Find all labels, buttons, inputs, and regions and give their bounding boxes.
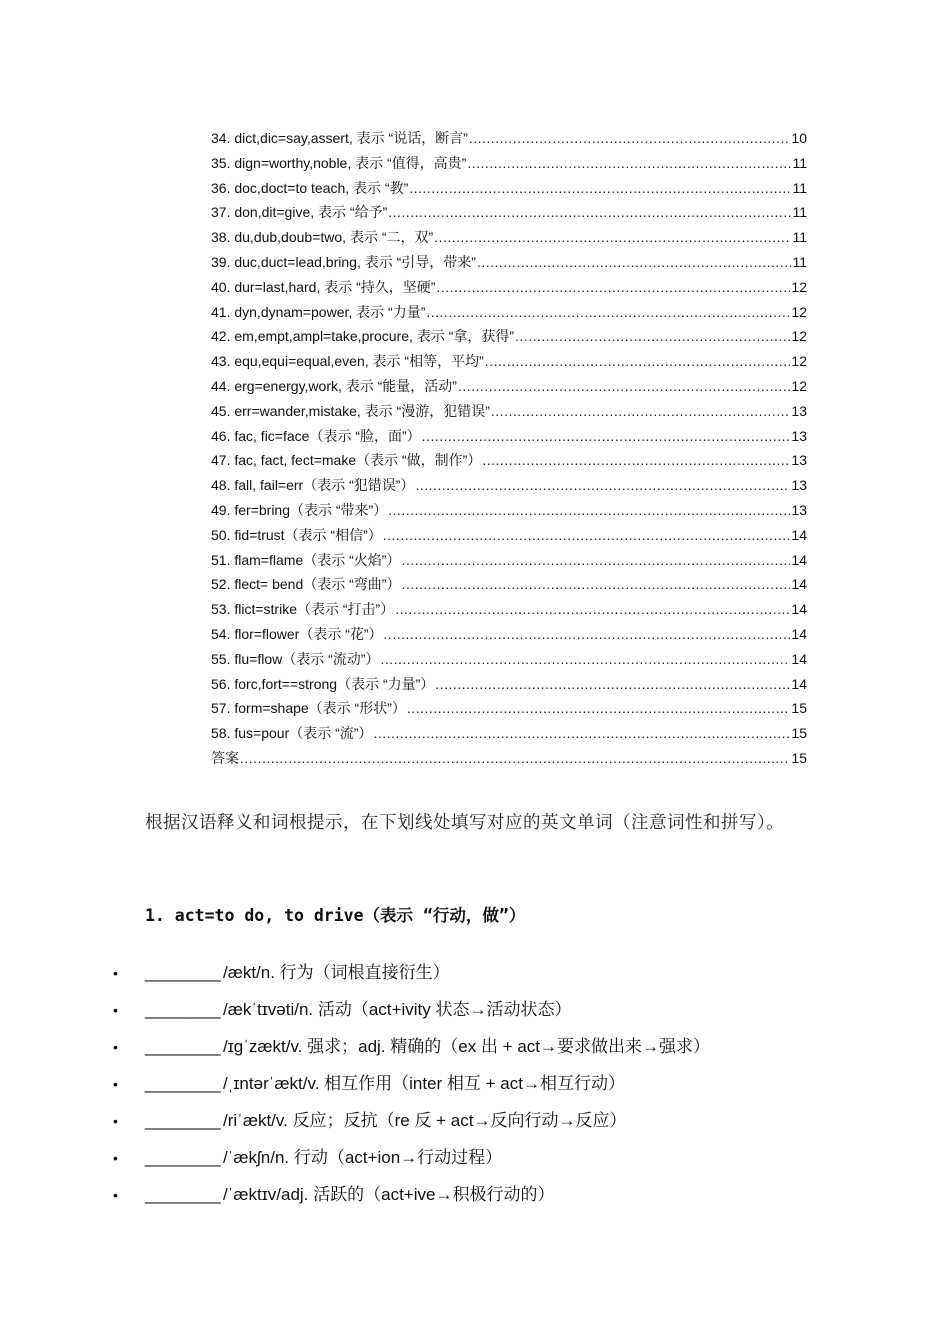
toc-entry-title: 50. fid=trust（表示 “相信”）: [211, 526, 382, 543]
list-item: [113, 1105, 873, 1142]
list-item: [113, 994, 873, 1031]
toc-leader-dots: [482, 448, 790, 473]
toc-entry-page: 14: [791, 650, 807, 667]
toc-entry-title: 49. fer=bring（表示 “带来”）: [211, 501, 388, 518]
toc-leader-dots: [401, 548, 790, 573]
toc-entry-title: 51. flam=flame（表示 “火焰”）: [211, 551, 401, 568]
toc-entry-title: 41. dyn,dynam=power, 表示 “力量”: [211, 303, 426, 320]
toc-leader-dots: [240, 746, 790, 771]
answer-blank[interactable]: ________: [145, 1037, 221, 1056]
toc-leader-dots: [373, 721, 790, 746]
toc-entry-page: 14: [791, 526, 807, 543]
toc-entry-page: 12: [791, 328, 807, 345]
toc-entry-title: 34. dict,dic=say,assert, 表示 “说话，断言”: [211, 130, 468, 146]
toc-leader-dots: [426, 300, 790, 325]
toc-leader-dots: [401, 572, 790, 597]
bullet-icon: •: [113, 1113, 118, 1129]
toc-entry[interactable]: [211, 200, 807, 225]
list-item: [113, 1031, 873, 1068]
toc-leader-dots: [434, 225, 791, 250]
toc-leader-dots: [485, 349, 791, 374]
toc-leader-dots: [407, 696, 791, 721]
answer-blank[interactable]: ________: [145, 963, 221, 982]
answer-blank[interactable]: ________: [145, 1000, 221, 1019]
toc-leader-dots: [491, 399, 791, 424]
toc-entry-title: 45. err=wander,mistake, 表示 “漫游，犯错误”: [211, 402, 490, 419]
list-item: [113, 1179, 873, 1216]
item-definition: /ˈæktɪv/adj. 活跃的（act+ive→积极行动的）: [223, 1185, 555, 1204]
toc-entry-page: 13: [791, 477, 807, 494]
toc-entry-title: 42. em,empt,ampl=take,procure, 表示 “拿，获得”: [211, 328, 515, 345]
toc-entry-page: 13: [791, 402, 807, 419]
toc-entry[interactable]: [211, 448, 807, 473]
toc-entry-title: 55. flu=flow（表示 “流动”）: [211, 650, 380, 667]
toc-leader-dots: [409, 176, 791, 201]
toc-leader-dots: [469, 126, 791, 151]
toc-entry[interactable]: [211, 250, 807, 275]
toc-entry-page: 11: [792, 154, 807, 171]
toc-entry-title: 39. duc,duct=lead,bring, 表示 “引导，带来”: [211, 253, 476, 270]
toc-leader-dots: [435, 672, 790, 697]
toc-entry[interactable]: [211, 126, 807, 151]
toc-entry[interactable]: [211, 647, 807, 672]
toc-leader-dots: [422, 424, 791, 449]
bullet-icon: •: [113, 965, 118, 981]
toc-entry-page: 15: [791, 725, 807, 742]
toc-entry[interactable]: [211, 572, 807, 597]
toc-entry[interactable]: [211, 349, 807, 374]
bullet-icon: •: [113, 1150, 118, 1166]
toc-entry-title: 54. flor=flower（表示 “花”）: [211, 625, 383, 642]
section-heading: 1. act=to do, to drive（表示 “行动，做”）: [145, 906, 526, 925]
toc-entry-title: 46. fac, fic=face（表示 “脸，面”）: [211, 427, 421, 444]
toc-leader-dots: [467, 151, 791, 176]
toc-entry-title: 答案: [211, 749, 239, 766]
toc-leader-dots: [415, 473, 790, 498]
bullet-icon: •: [113, 1002, 118, 1018]
toc-leader-dots: [515, 324, 790, 349]
list-item: [113, 1142, 873, 1179]
toc-entry-page: 13: [791, 452, 807, 469]
bullet-icon: •: [113, 1039, 118, 1055]
toc-entry-title: 36. doc,doct=to teach, 表示 “教”: [211, 179, 409, 196]
toc-entry-page: 14: [791, 601, 807, 618]
toc-entry-page: 14: [791, 576, 807, 593]
toc-entry-answers[interactable]: [211, 746, 807, 771]
toc-entry-title: 40. dur=last,hard, 表示 “持久，坚硬”: [211, 278, 436, 295]
toc-entry-title: 53. flict=strike（表示 “打击”）: [211, 601, 395, 618]
toc-leader-dots: [477, 250, 792, 275]
toc-entry[interactable]: [211, 523, 807, 548]
vocabulary-list: [113, 957, 873, 1216]
toc-entry-page: 12: [791, 303, 807, 320]
toc-entry[interactable]: [211, 548, 807, 573]
toc-leader-dots: [384, 622, 791, 647]
toc-entry-page: 13: [791, 501, 807, 518]
toc-entry-page: 11: [792, 179, 807, 196]
item-definition: /riˈækt/v. 反应；反抗（re 反 + act→反向行动→反应）: [223, 1111, 627, 1130]
toc-entry-title: 56. forc,fort==strong（表示 “力量”）: [211, 675, 435, 692]
toc-entry-page: 15: [791, 749, 807, 766]
toc-entry-title: 48. fall, fail=err（表示 “犯错误”）: [211, 477, 415, 494]
toc-entry[interactable]: [211, 399, 807, 424]
toc-entry-title: 57. form=shape（表示 “形状”）: [211, 700, 406, 717]
item-definition: /ækˈtɪvəti/n. 活动（act+ivity 状态→活动状态）: [223, 1000, 572, 1019]
toc-leader-dots: [388, 200, 791, 225]
bullet-icon: •: [113, 1076, 118, 1092]
list-item: [113, 957, 873, 994]
toc-entry-title: 58. fus=pour（表示 “流”）: [211, 725, 373, 742]
toc-entry[interactable]: [211, 672, 807, 697]
toc-entry[interactable]: [211, 473, 807, 498]
item-definition: /ˈækʃn/n. 行动（act+ion→行动过程）: [223, 1148, 503, 1167]
item-definition: /ˌɪntərˈækt/v. 相互作用（inter 相互 + act→相互行动）: [223, 1074, 625, 1093]
toc-entry[interactable]: [211, 225, 807, 250]
toc-entry-title: 38. du,dub,doub=two, 表示 “二，双”: [211, 229, 434, 246]
toc-entry[interactable]: [211, 597, 807, 622]
list-item: [113, 1068, 873, 1105]
toc-entry[interactable]: [211, 275, 807, 300]
toc-entry[interactable]: [211, 696, 807, 721]
toc-leader-dots: [436, 275, 790, 300]
toc-entry[interactable]: [211, 176, 807, 201]
answer-blank[interactable]: ________: [145, 1148, 221, 1167]
toc-entry-title: 43. equ,equi=equal,even, 表示 “相等，平均”: [211, 353, 484, 370]
toc-entry-page: 12: [791, 278, 807, 295]
toc-entry[interactable]: [211, 374, 807, 399]
toc-leader-dots: [395, 597, 790, 622]
toc-entry[interactable]: [211, 324, 807, 349]
answer-blank[interactable]: ________: [145, 1111, 221, 1130]
toc-entry-page: 12: [791, 353, 807, 370]
toc-entry-page: 11: [792, 204, 807, 221]
toc-entry-page: 10: [791, 130, 807, 146]
item-definition: /ækt/n. 行为（词根直接衍生）: [223, 963, 450, 982]
toc-entry-page: 14: [791, 675, 807, 692]
toc-entry-title: 37. don,dit=give, 表示 “给予”: [211, 204, 388, 221]
bullet-icon: •: [113, 1187, 118, 1203]
toc-entry-page: 14: [791, 625, 807, 642]
toc-leader-dots: [383, 523, 791, 548]
table-of-contents: [211, 126, 807, 771]
toc-entry[interactable]: [211, 498, 807, 523]
toc-entry[interactable]: [211, 622, 807, 647]
toc-entry[interactable]: [211, 300, 807, 325]
toc-entry-title: 35. dign=worthy,noble, 表示 “值得，高贵”: [211, 154, 467, 171]
item-definition: /ɪɡˈzækt/v. 强求；adj. 精确的（ex 出 + act→要求做出来→强求）: [223, 1037, 710, 1056]
toc-entry[interactable]: [211, 151, 807, 176]
toc-entry-page: 15: [791, 700, 807, 717]
toc-leader-dots: [388, 498, 790, 523]
answer-blank[interactable]: ________: [145, 1074, 221, 1093]
toc-entry-page: 11: [792, 229, 807, 246]
toc-entry-title: 47. fac, fact, fect=make（表示 “做，制作”）: [211, 452, 482, 469]
toc-leader-dots: [380, 647, 790, 672]
toc-entry-page: 14: [791, 551, 807, 568]
toc-entry-page: 12: [791, 377, 807, 394]
toc-entry-page: 13: [791, 427, 807, 444]
toc-entry[interactable]: [211, 424, 807, 449]
instruction-paragraph: 根据汉语释义和词根提示，在下划线处填写对应的英文单词（注意词性和拼写）。: [145, 813, 785, 833]
toc-entry-title: 44. erg=energy,work, 表示 “能量，活动”: [211, 377, 457, 394]
toc-entry-page: 11: [792, 253, 807, 270]
toc-entry-title: 52. flect= bend（表示 “弯曲”）: [211, 576, 401, 593]
toc-leader-dots: [458, 374, 790, 399]
toc-entry[interactable]: [211, 721, 807, 746]
answer-blank[interactable]: ________: [145, 1185, 221, 1204]
